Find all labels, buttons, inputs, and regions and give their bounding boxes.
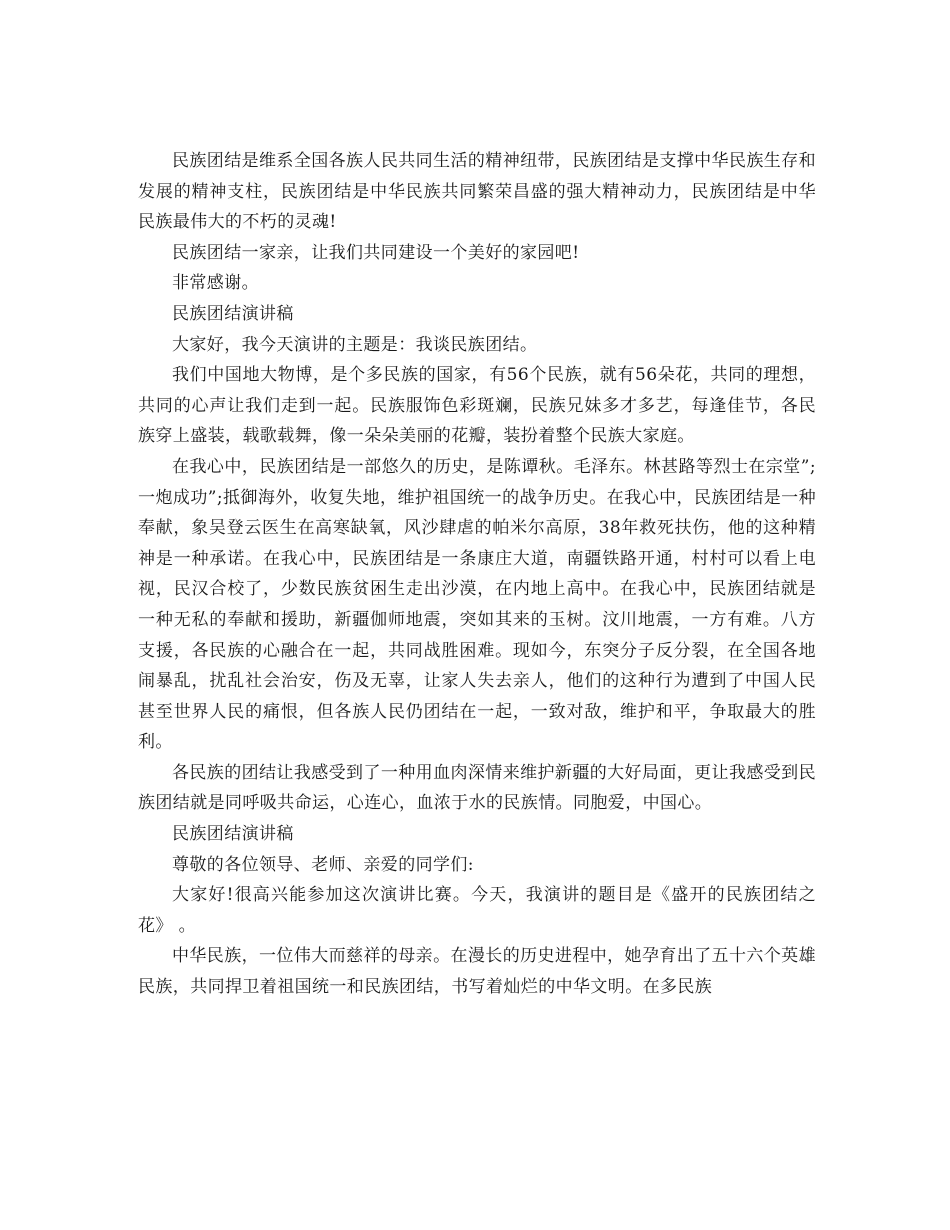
paragraph-salutation: 尊敬的各位领导、老师、亲爱的同学们:	[172, 854, 474, 875]
document-body	[138, 146, 816, 1003]
paragraph-speech-title: 大家好!很高兴能参加这次演讲比赛。今天，我演讲的题目是《盛开的民族团结之花》 。	[138, 885, 816, 936]
paragraph-56-ethnic-groups: 我们中国地大物博，是个多民族的国家，有56个民族，就有56朵花，共同的理想，共同的心声让我们走到一起。民族服饰色彩斑斓，民族兄妹多才多艺，每逢佳节，各民族穿上盛装，载歌载舞，像一朵朵美丽的花瓣，装扮着整个民族大家庭。	[138, 365, 816, 447]
section-heading: 民族团结演讲稿	[172, 824, 294, 845]
section-heading: 民族团结演讲稿	[172, 303, 294, 324]
paragraph-in-my-heart: 在我心中，民族团结是一部悠久的历史，是陈谭秋。毛泽东。林甚路等烈士在宗堂”;一炮成功”;抵御海外，收复失地，维护祖国统一的战争历史。在我心中，民族团结是一种奉献，象吴登云医生在高寒缺氧，风沙肆虐的帕米尔高原，38年救死扶伤，他的这种精神是一种承诺。在我心中，民族团结是一条康庄大道，南疆铁路开通，村村可以看上电视，民汉合校了，少数民族贫困生走出沙漠，在内地上高中。在我心中，民族团结就是一种无私的奉献和援助，新疆伽师地震，突如其来的玉树。汶川地震，一方有难。八方支援，各民族的心融合在一起，共同战胜困难。现如今，东突分子反分裂，在全国各地闹暴乱，扰乱社会治安，伤及无辜，让家人失去亲人，他们的这种行为遭到了中国人民甚至世界人民的痛恨，但各族人民仍团结在一起，一致对敌，维护和平，争取最大的胜利。	[138, 456, 816, 753]
paragraph-greeting: 大家好，我今天演讲的主题是：我谈民族团结。	[172, 334, 538, 355]
paragraph-unity-spirit: 民族团结是维系全国各族人民共同生活的精神纽带，民族团结是支撑中华民族生存和发展的精神支柱，民族团结是中华民族共同繁荣昌盛的强大精神动力，民族团结是中华民族最伟大的不朽的灵魂!	[138, 151, 816, 233]
paragraph-chinese-nation: 中华民族，一位伟大而慈祥的母亲。在漫长的历史进程中，她孕育出了五十六个英雄民族，共同捍卫着祖国统一和民族团结，书写着灿烂的中华文明。在多民族	[138, 946, 816, 998]
paragraph-thanks: 非常感谢。	[172, 273, 259, 294]
paragraph-unity-feeling: 各民族的团结让我感受到了一种用血肉深情来维护新疆的大好局面，更让我感受到民族团结就是同呼吸共命运，心连心，血浓于水的民族情。同胞爱，中国心。	[138, 762, 816, 814]
paragraph-one-family: 民族团结一家亲，让我们共同建设一个美好的家园吧!	[172, 242, 580, 263]
